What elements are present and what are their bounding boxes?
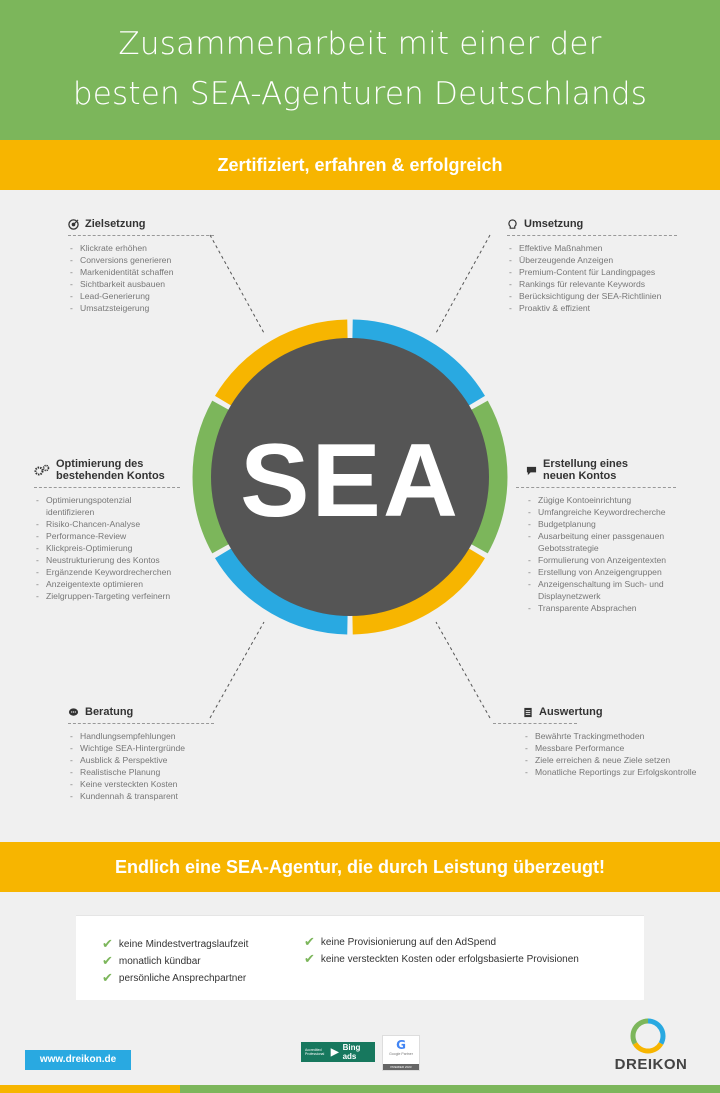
check-icon: ✔ — [102, 954, 113, 969]
list-item: - Rankings für relevante Keywords — [507, 278, 697, 290]
list-item: - Bewährte Trackingmethoden — [523, 730, 713, 742]
benefit-text: keine Provisionierung auf den AdSpend — [320, 937, 497, 948]
footer-bar-green — [180, 1085, 720, 1093]
list-item: - Ausblick & Perspektive — [68, 754, 238, 766]
google-g-icon: G — [396, 1038, 406, 1052]
list-item: - Ziele erreichen & neue Ziele setzen — [523, 754, 713, 766]
page-header — [0, 0, 720, 140]
header-title-line1: Zusammenarbeit mit einer der — [118, 26, 602, 62]
dreikon-logo-icon — [630, 1018, 666, 1054]
benefit-item — [102, 936, 248, 953]
list-item: - Neustrukturierung des Kontos — [34, 554, 184, 566]
section-beratung — [68, 706, 238, 802]
list-item: - Monatliche Reportings zur Erfolgskontrolle — [523, 766, 713, 778]
list-item: - Klickpreis-Optimierung — [34, 542, 184, 554]
section-zielsetzung — [68, 218, 238, 314]
list-item: - Zügige Kontoeinrichtung — [526, 494, 696, 506]
benefit-text: keine Mindestvertragslaufzeit — [118, 939, 249, 950]
section-umsetzung — [507, 218, 697, 314]
section-auswertung — [523, 706, 713, 778]
list-item: - Performance-Review — [34, 530, 184, 542]
list-item: - Formulierung von Anzeigentexten — [526, 554, 696, 566]
subheader-text: Zertifiziert, erfahren & erfolgreich — [217, 155, 503, 175]
list-item: - Umfangreiche Keywordrecherche — [526, 506, 696, 518]
list-item: - Ergänzende Keywordrecherchen — [34, 566, 184, 578]
speech-icon — [68, 707, 79, 718]
list-item: - Keine versteckten Kosten — [68, 778, 238, 790]
target-icon — [68, 219, 79, 230]
report-icon — [523, 707, 533, 718]
google-premier-label: PREMIER 2023 — [383, 1064, 419, 1070]
brand-name: DREIKON — [614, 1056, 688, 1073]
list-item: - Ausarbeitung einer passgenauen Gebotsstrategie — [526, 530, 678, 554]
claim-text: Endlich eine SEA-Agentur, die durch Leistung überzeugt! — [114, 857, 606, 877]
section-title: Zielsetzung — [85, 218, 146, 230]
connector-beratung — [210, 622, 264, 718]
section-optimierung — [34, 458, 184, 602]
benefit-text: persönliche Ansprechpartner — [118, 973, 247, 984]
list-item: - Anzeigenschaltung im Such- und Displaynetzwerk — [526, 578, 683, 602]
bing-badge-caption: Accredited Professional — [305, 1048, 325, 1056]
list-item: - Optimierungspotenzial identifizieren — [34, 494, 156, 518]
list-item: - Realistische Planung — [68, 766, 238, 778]
list-item: - Transparente Absprachen — [526, 602, 696, 614]
benefits-right — [304, 934, 579, 968]
list-item: - Erstellung von Anzeigengruppen — [526, 566, 696, 578]
list-item: - Lead-Generierung — [68, 290, 238, 302]
section-title-line1: Erstellung eines — [543, 458, 628, 470]
check-icon: ✔ — [304, 952, 315, 967]
google-partner-label: Google Partner — [389, 1052, 413, 1056]
claim-band — [0, 842, 720, 892]
footer-bar-yellow — [0, 1085, 180, 1093]
benefit-item — [102, 970, 248, 987]
list-item: - Anzeigentexte optimieren — [34, 578, 184, 590]
subheader-band — [0, 140, 720, 190]
bulb-icon — [507, 219, 518, 230]
bing-logo-icon: ▶ — [330, 1046, 339, 1058]
center-label: SEA — [240, 423, 460, 539]
list-item: - Kundennah & transparent — [68, 790, 238, 802]
google-partner-badge — [382, 1035, 420, 1071]
bing-badge-label: Bing ads — [342, 1043, 361, 1061]
list-item: - Premium-Content für Landingpages — [507, 266, 697, 278]
list-item: - Conversions generieren — [68, 254, 238, 266]
section-title-line2: bestehenden Kontos — [56, 470, 165, 482]
header-title-line2: besten SEA-Agenturen Deutschlands — [72, 76, 648, 112]
chat-icon — [526, 465, 537, 476]
check-icon: ✔ — [304, 935, 315, 950]
section-title-line1: Optimierung des — [56, 458, 144, 470]
benefit-text: keine versteckten Kosten oder erfolgsbasierte Provisionen — [320, 954, 579, 965]
section-title: Beratung — [85, 706, 134, 718]
benefit-item — [102, 953, 248, 970]
list-item: - Klickrate erhöhen — [68, 242, 238, 254]
list-item: - Budgetplanung — [526, 518, 696, 530]
benefit-item — [304, 951, 579, 968]
section-erstellung — [526, 458, 696, 614]
list-item: - Risiko-Chancen-Analyse — [34, 518, 184, 530]
list-item: - Wichtige SEA-Hintergründe — [68, 742, 238, 754]
gears-icon — [34, 464, 50, 476]
check-icon: ✔ — [102, 937, 113, 952]
list-item: - Messbare Performance — [523, 742, 713, 754]
list-item: - Effektive Maßnahmen — [507, 242, 697, 254]
website-link[interactable]: www.dreikon.de — [25, 1050, 131, 1070]
benefits-left — [102, 936, 248, 987]
list-item: - Markenidentität schaffen — [68, 266, 238, 278]
section-title: Umsetzung — [524, 218, 584, 230]
list-item: - Proaktiv & effizient — [507, 302, 697, 314]
list-item: - Berücksichtigung der SEA-Richtlinien — [507, 290, 697, 302]
list-item: - Umsatzsteigerung — [68, 302, 238, 314]
list-item: - Sichtbarkeit ausbauen — [68, 278, 238, 290]
bing-ads-badge — [301, 1042, 375, 1062]
benefits-box — [76, 915, 644, 1000]
connector-umsetzung — [436, 235, 490, 333]
connector-auswertung — [436, 622, 490, 718]
benefit-item — [304, 934, 579, 951]
list-item: - Zielgruppen-Targeting verfeinern — [34, 590, 184, 602]
check-icon: ✔ — [102, 971, 113, 986]
list-item: - Handlungsempfehlungen — [68, 730, 238, 742]
benefit-text: monatlich kündbar — [118, 956, 201, 967]
section-title: Auswertung — [539, 706, 603, 718]
section-title-line2: neuen Kontos — [543, 470, 617, 482]
list-item: - Überzeugende Anzeigen — [507, 254, 697, 266]
